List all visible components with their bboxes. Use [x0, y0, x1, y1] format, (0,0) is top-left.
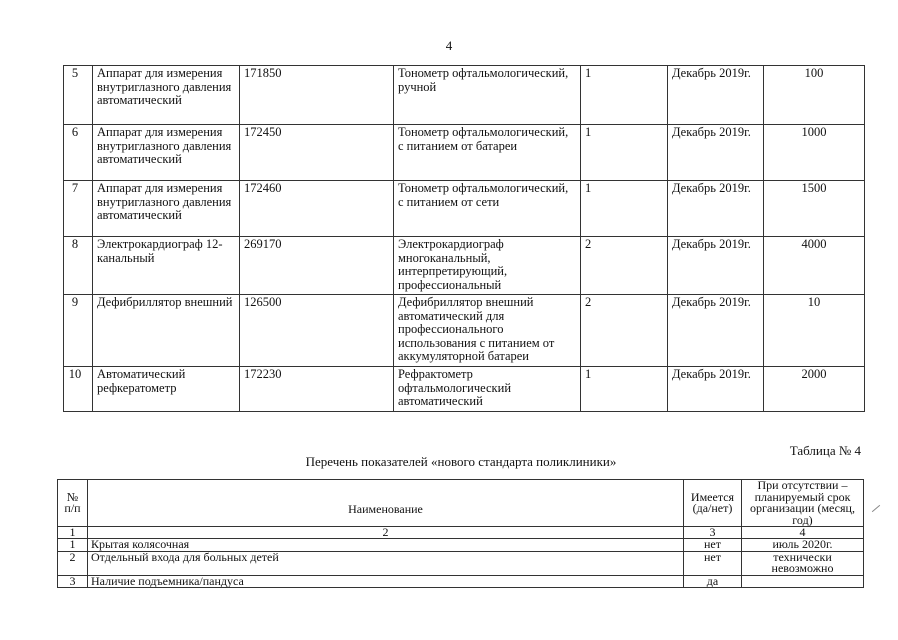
value: 100	[764, 66, 865, 125]
delivery-date: Декабрь 2019г.	[668, 66, 764, 125]
colnum-4: 4	[742, 527, 864, 539]
value: 1000	[764, 125, 865, 181]
equipment-type: Тонометр офтальмологический, ручной	[394, 66, 581, 125]
equipment-code: 269170	[240, 237, 394, 295]
delivery-date: Декабрь 2019г.	[668, 181, 764, 237]
equipment-name: Аппарат для измерения внутриглазного давления автоматический	[93, 181, 240, 237]
indicator-number: 1	[58, 539, 88, 552]
table-row	[64, 237, 865, 295]
table-row	[58, 539, 864, 552]
quantity: 2	[581, 295, 668, 367]
row-number: 6	[64, 125, 93, 181]
indicator-number: 2	[58, 551, 88, 575]
row-number: 10	[64, 367, 93, 412]
table-row	[64, 181, 865, 237]
table-row	[64, 125, 865, 181]
equipment-type: Тонометр офтальмологический, с питанием от батареи	[394, 125, 581, 181]
delivery-date: Декабрь 2019г.	[668, 237, 764, 295]
quantity: 1	[581, 125, 668, 181]
equipment-type: Рефрактометр офтальмологический автоматический	[394, 367, 581, 412]
indicators-table	[57, 479, 864, 588]
quantity: 1	[581, 367, 668, 412]
colnum-1: 1	[58, 527, 88, 539]
value: 2000	[764, 367, 865, 412]
colnum-3: 3	[684, 527, 742, 539]
indicator-term	[742, 575, 864, 588]
indicator-term: июль 2020г.	[742, 539, 864, 552]
indicator-number: 3	[58, 575, 88, 588]
equipment-name: Аппарат для измерения внутриглазного давления автоматический	[93, 66, 240, 125]
indicator-name: Отдельный входа для больных детей	[88, 551, 684, 575]
equipment-code: 171850	[240, 66, 394, 125]
header-row	[58, 480, 864, 527]
header-has: Имеется (да/нет)	[684, 480, 742, 527]
row-number: 5	[64, 66, 93, 125]
scan-mark	[872, 505, 880, 512]
equipment-table	[63, 65, 865, 412]
quantity: 1	[581, 66, 668, 125]
equipment-name: Аппарат для измерения внутриглазного давления автоматический	[93, 125, 240, 181]
header-name: Наименование	[88, 480, 684, 527]
row-number: 8	[64, 237, 93, 295]
value: 10	[764, 295, 865, 367]
delivery-date: Декабрь 2019г.	[668, 367, 764, 412]
equipment-name: Автоматический рефкератометр	[93, 367, 240, 412]
row-number: 7	[64, 181, 93, 237]
value: 1500	[764, 181, 865, 237]
column-numbers-row	[58, 527, 864, 539]
equipment-code: 172460	[240, 181, 394, 237]
delivery-date: Декабрь 2019г.	[668, 125, 764, 181]
equipment-type: Тонометр офтальмологический, с питанием от сети	[394, 181, 581, 237]
indicator-has: нет	[684, 551, 742, 575]
delivery-date: Декабрь 2019г.	[668, 295, 764, 367]
table-row	[64, 295, 865, 367]
equipment-name: Электрокардиограф 12-канальный	[93, 237, 240, 295]
quantity: 2	[581, 237, 668, 295]
indicator-term: технически невозможно	[742, 551, 864, 575]
header-num: № п/п	[58, 480, 88, 527]
equipment-code: 126500	[240, 295, 394, 367]
indicator-has: нет	[684, 539, 742, 552]
equipment-name: Дефибриллятор внешний	[93, 295, 240, 367]
table-row	[64, 367, 865, 412]
quantity: 1	[581, 181, 668, 237]
indicator-has: да	[684, 575, 742, 588]
equipment-code: 172450	[240, 125, 394, 181]
header-term: При отсутствии – планируемый срок организации (месяц, год)	[742, 480, 864, 527]
table-row	[58, 551, 864, 575]
indicator-name: Наличие подъемника/пандуса	[88, 575, 684, 588]
row-number: 9	[64, 295, 93, 367]
indicator-name: Крытая колясочная	[88, 539, 684, 552]
colnum-2: 2	[88, 527, 684, 539]
equipment-code: 172230	[240, 367, 394, 412]
table-title: Перечень показателей «нового стандарта поликлиники»	[305, 454, 617, 469]
table-row	[64, 66, 865, 125]
value: 4000	[764, 237, 865, 295]
table-label: Таблица № 4	[789, 443, 861, 458]
equipment-type: Электрокардиограф многоканальный, интерпретирующий, профессиональный	[394, 237, 581, 295]
table-row	[58, 575, 864, 588]
page-number: 4	[445, 38, 453, 53]
equipment-type: Дефибриллятор внешний автоматический для профессионального использования с питанием от аккумуляторной батареи	[394, 295, 581, 367]
